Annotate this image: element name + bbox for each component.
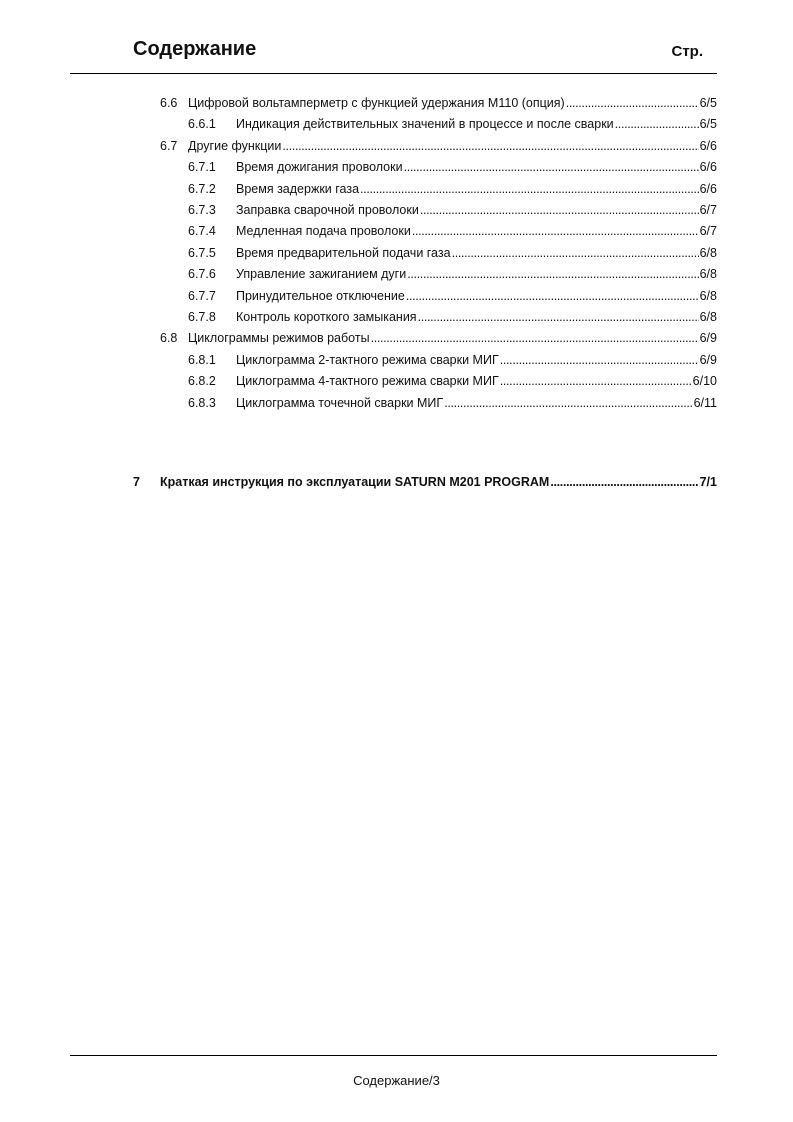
toc-number: 6.7	[160, 139, 178, 153]
dot-leader	[500, 372, 692, 390]
toc-title: Индикация действительных значений в процессе и после сварки	[236, 117, 614, 131]
toc-title: Цифровой вольтамперметр с функцией удержания M110 (опция)	[188, 96, 565, 110]
toc-title: Циклограмма 2-тактного режима сварки МИГ	[236, 353, 499, 367]
toc-entry-6-7-6[interactable]	[160, 265, 717, 283]
toc-entry-chapter-7[interactable]	[133, 473, 717, 491]
header-divider	[70, 73, 717, 74]
toc-title: Время дожигания проволоки	[236, 160, 403, 174]
toc-number: 6.7.8	[188, 310, 216, 324]
dot-leader	[452, 244, 699, 262]
toc-entry-6-7-3[interactable]	[160, 201, 717, 219]
toc-entry-6-7-4[interactable]	[160, 222, 717, 240]
toc-number: 6.7.2	[188, 182, 216, 196]
toc-title: Циклограмма 4-тактного режима сварки МИГ	[236, 374, 499, 388]
toc-entry-6-7-8[interactable]	[160, 308, 717, 326]
toc-page: 6/8	[699, 310, 717, 324]
toc-number: 6.7.6	[188, 267, 216, 281]
toc-page: 6/8	[699, 267, 717, 281]
page-footer: Содержание/3	[353, 1073, 440, 1088]
toc-number: 6.8.1	[188, 353, 216, 367]
toc-entry-6-8-2[interactable]	[160, 372, 717, 390]
toc-title: Циклограммы режимов работы	[188, 331, 370, 345]
toc-number: 6.7.1	[188, 160, 216, 174]
toc-entry-6-7[interactable]	[160, 137, 717, 155]
toc-entry-6-7-7[interactable]	[160, 287, 717, 305]
document-title: Содержание	[133, 38, 257, 60]
dot-leader	[550, 473, 698, 491]
toc-page: 6/5	[699, 117, 717, 131]
toc-number: 6.7.4	[188, 224, 216, 238]
toc-entry-6-7-1[interactable]	[160, 158, 717, 176]
dot-leader	[418, 308, 699, 326]
toc-number: 6.6	[160, 96, 178, 110]
dot-leader	[566, 94, 699, 112]
toc-number: 6.8.2	[188, 374, 216, 388]
dot-leader	[406, 287, 699, 305]
toc-page: 6/7	[699, 203, 717, 217]
toc-entry-6-7-2[interactable]	[160, 180, 717, 198]
toc-number: 6.6.1	[188, 117, 216, 131]
toc-entry-6-6-1[interactable]	[160, 115, 717, 133]
toc-number: 6.7.7	[188, 289, 216, 303]
toc-entry-6-8-3[interactable]	[160, 394, 717, 412]
dot-leader	[444, 394, 692, 412]
dot-leader	[615, 115, 699, 133]
page-header	[0, 0, 793, 76]
toc-page: 6/9	[699, 331, 717, 345]
toc-title: Краткая инструкция по эксплуатации SATURN M201 PROGRAM	[160, 475, 550, 489]
toc-title: Время задержки газа	[236, 182, 360, 196]
dot-leader	[282, 137, 698, 155]
dot-leader	[360, 180, 699, 198]
toc-title: Другие функции	[188, 139, 282, 153]
toc-entry-6-6[interactable]	[160, 94, 717, 112]
toc-page: 6/5	[699, 96, 717, 110]
toc-title: Контроль короткого замыкания	[236, 310, 417, 324]
dot-leader	[404, 158, 699, 176]
dot-leader	[412, 222, 699, 240]
toc-page: 6/6	[699, 160, 717, 174]
toc-number: 6.8.3	[188, 396, 216, 410]
toc-entry-6-8[interactable]	[160, 329, 717, 347]
toc-number: 6.7.3	[188, 203, 216, 217]
toc-title: Управление зажиганием дуги	[236, 267, 407, 281]
page-column-label: Стр.	[671, 43, 703, 60]
toc-number: 6.8	[160, 331, 178, 345]
toc-page: 6/9	[699, 353, 717, 367]
dot-leader	[500, 351, 699, 369]
toc-page: 6/8	[699, 246, 717, 260]
toc-title: Заправка сварочной проволоки	[236, 203, 419, 217]
dot-leader	[407, 265, 698, 283]
toc-page: 6/8	[699, 289, 717, 303]
toc-entry-6-7-5[interactable]	[160, 244, 717, 262]
toc-page: 7/1	[699, 475, 717, 489]
toc-number: 7	[133, 475, 140, 489]
toc-title: Циклограмма точечной сварки МИГ	[236, 396, 444, 410]
toc-page: 6/10	[692, 374, 717, 388]
toc-title: Принудительное отключение	[236, 289, 405, 303]
toc-page: 6/6	[699, 182, 717, 196]
toc-page: 6/7	[699, 224, 717, 238]
toc-page: 6/6	[699, 139, 717, 153]
toc-entry-6-8-1[interactable]	[160, 351, 717, 369]
toc-number: 6.7.5	[188, 246, 216, 260]
dot-leader	[371, 329, 699, 347]
toc-title: Медленная подача проволоки	[236, 224, 411, 238]
dot-leader	[420, 201, 699, 219]
toc-page: 6/11	[693, 396, 717, 410]
footer-divider	[70, 1055, 717, 1056]
toc-title: Время предварительной подачи газа	[236, 246, 451, 260]
